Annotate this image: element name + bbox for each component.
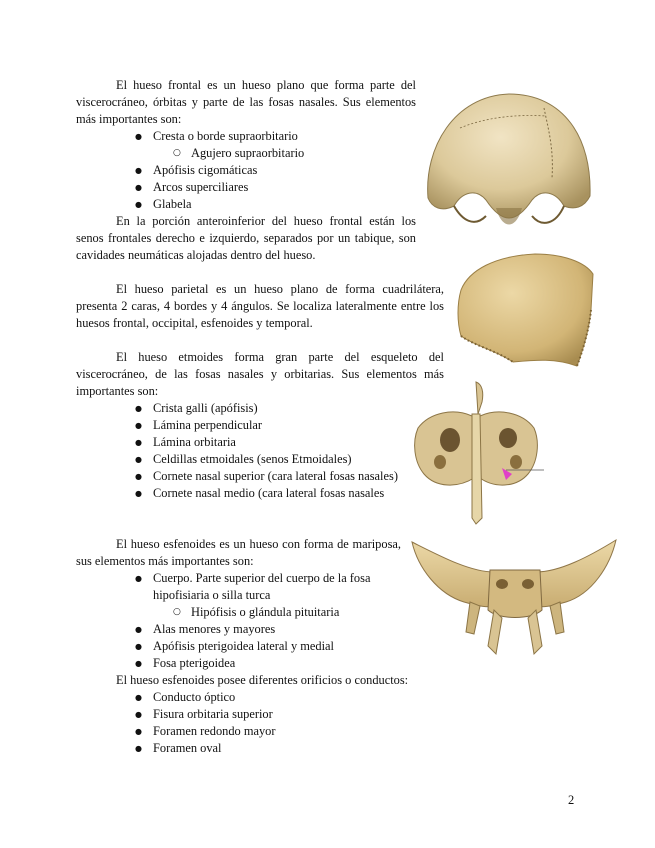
- list-item: ● Cornete nasal medio (cara lateral fosas nasales: [135, 485, 401, 502]
- orificios-list: [135, 689, 405, 757]
- sub-list-item: ○ Hipófisis o glándula pituitaria: [173, 604, 405, 621]
- frontal-closing: En la porción anteroinferior del hueso frontal están los senos frontales derecho e izquierdo, separados por un tabique, son cavidades neumáticas alojadas dentro del hueso.: [76, 214, 416, 262]
- parietal-bone-illustration: [455, 250, 595, 368]
- esfenoides-intro: El hueso esfenoides es un hueso con forma de mariposa, sus elementos más importantes son:: [76, 537, 401, 568]
- list-item: ● Conducto óptico: [135, 689, 405, 706]
- parietal-text: El hueso parietal es un hueso plano de forma cuadrilátera, presenta 2 caras, 4 bordes y 4 ángulos. Se localiza lateralmente entre los huesos frontal, occipital, esfenoides y temporal.: [76, 282, 444, 330]
- list-item: ● Foramen oval: [135, 740, 405, 757]
- list-item: ● Fosa pterigoidea: [135, 655, 405, 672]
- ethmoid-bone-illustration: [410, 378, 545, 528]
- list-item: ● Alas menores y mayores: [135, 621, 405, 638]
- list-item: ● Apófisis pterigoidea lateral y medial: [135, 638, 405, 655]
- list-item: ● Crista galli (apófisis): [135, 400, 401, 417]
- list-item: ● Fisura orbitaria superior: [135, 706, 405, 723]
- list-item: ● Glabela: [135, 196, 425, 213]
- list-item: ● Lámina perpendicular: [135, 417, 401, 434]
- list-item: ● Apófisis cigomáticas: [135, 162, 425, 179]
- page-number: 2: [568, 793, 575, 807]
- frontal-bone-illustration: [424, 88, 594, 238]
- sub-list-item: ○ Agujero supraorbitario: [173, 145, 425, 162]
- frontal-list: [135, 128, 425, 213]
- list-item: ● Cornete nasal superior (cara lateral fosas nasales): [135, 468, 401, 485]
- list-item: ● Arcos superciliares: [135, 179, 425, 196]
- list-item: ● Celdillas etmoidales (senos Etmoidales): [135, 451, 401, 468]
- list-item: ● Cresta o borde supraorbitario: [135, 128, 425, 145]
- list-item: ● Cuerpo. Parte superior del cuerpo de la fosa hipofisiaria o silla turca: [135, 570, 405, 604]
- etmoides-intro: El hueso etmoides forma gran parte del esqueleto del viscerocráneo, de las fosas nasales y orbitarias. Sus elementos más importantes son:: [76, 350, 444, 398]
- esfenoides-list: [135, 570, 405, 672]
- frontal-intro: El hueso frontal es un hueso plano que forma parte del viscerocráneo, órbitas y parte de las fosas nasales. Sus elementos más importantes son:: [76, 78, 416, 126]
- etmoides-list: [135, 400, 401, 502]
- sphenoid-bone-illustration: [410, 536, 620, 660]
- esfenoides-orificios-intro: El hueso esfenoides posee diferentes orificios o conductos:: [116, 673, 409, 687]
- list-item: ● Lámina orbitaria: [135, 434, 401, 451]
- list-item: ● Foramen redondo mayor: [135, 723, 405, 740]
